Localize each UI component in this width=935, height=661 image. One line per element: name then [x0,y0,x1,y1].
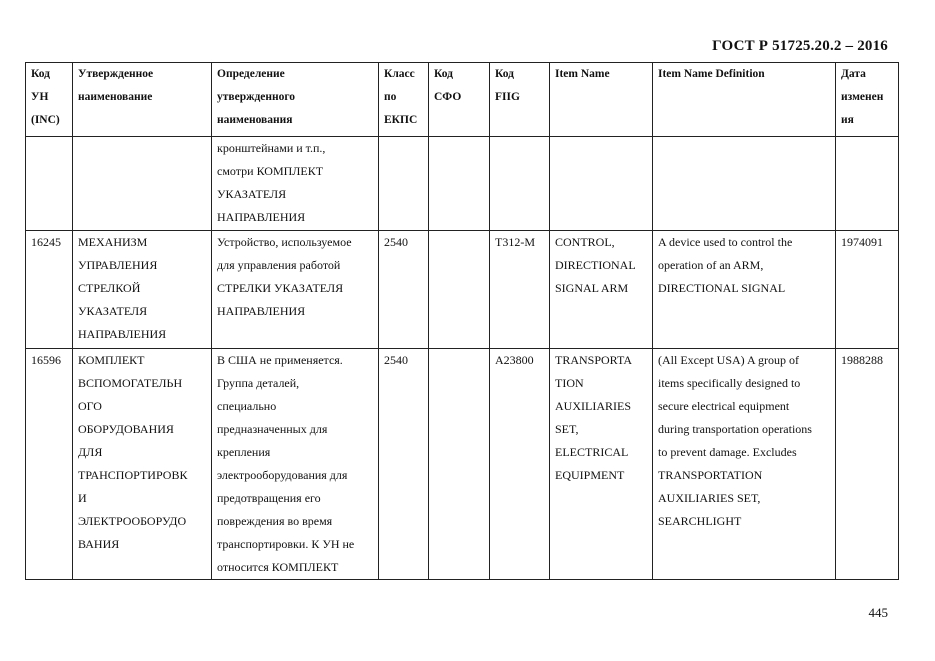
cell-change-date: 1988288 [836,349,899,580]
page-number: 445 [868,605,888,620]
cell-ekps-class: 2540 [379,231,429,349]
column-header-definition: Определение утвержденного наименования [212,63,379,137]
column-header-inc-code: Код УН (INC) [26,63,73,137]
column-header-fiig-code: Код FIIG [490,63,550,137]
cell-fiig-code [490,137,550,231]
cell-approved-name [73,137,212,231]
table-row [26,137,899,231]
column-header-ekps-class: Класс по ЕКПС [379,63,429,137]
column-header-change-date: Дата изменен ия [836,63,899,137]
cell-sfo-code [429,349,490,580]
column-header-sfo-code: Код СФО [429,63,490,137]
cell-item-name [550,137,653,231]
cell-definition: кронштейнами и т.п., смотри КОМПЛЕКТ УКАЗАТЕЛЯ НАПРАВЛЕНИЯ [212,137,379,231]
cell-inc-code: 16245 [26,231,73,349]
cell-item-name: CONTROL, DIRECTIONAL SIGNAL ARM [550,231,653,349]
cell-item-name-definition: A device used to control the operation of an ARM, DIRECTIONAL SIGNAL [653,231,836,349]
cell-inc-code [26,137,73,231]
cell-change-date [836,137,899,231]
table-row [26,231,899,349]
column-header-item-name: Item Name [550,63,653,137]
column-header-item-name-definition: Item Name Definition [653,63,836,137]
column-header-approved-name: Утвержденное наименование [73,63,212,137]
cell-ekps-class [379,137,429,231]
cell-change-date: 1974091 [836,231,899,349]
cell-item-name-definition: (All Except USA) A group of items specifically designed to secure electrical equipment during transportation operations to prevent damage. Excludes TRANSPORTATION AUXILIARIES SET, SEARCHLIGHT [653,349,836,580]
table-header-row [26,63,899,137]
cell-fiig-code: A23800 [490,349,550,580]
cell-sfo-code [429,231,490,349]
cell-item-name: TRANSPORTA TION AUXILIARIES SET, ELECTRICAL EQUIPMENT [550,349,653,580]
cell-sfo-code [429,137,490,231]
cell-approved-name: МЕХАНИЗМ УПРАВЛЕНИЯ СТРЕЛКОЙ УКАЗАТЕЛЯ НАПРАВЛЕНИЯ [73,231,212,349]
cell-inc-code: 16596 [26,349,73,580]
classification-table [25,62,899,580]
cell-item-name-definition [653,137,836,231]
cell-ekps-class: 2540 [379,349,429,580]
document-standard-header: ГОСТ Р 51725.20.2 – 2016 [712,38,888,54]
cell-approved-name: КОМПЛЕКТ ВСПОМОГАТЕЛЬН ОГО ОБОРУДОВАНИЯ ДЛЯ ТРАНСПОРТИРОВК И ЭЛЕКТРООБОРУДО ВАНИЯ [73,349,212,580]
table-row [26,349,899,580]
cell-definition: Устройство, используемое для управления работой СТРЕЛКИ УКАЗАТЕЛЯ НАПРАВЛЕНИЯ [212,231,379,349]
cell-fiig-code: T312-M [490,231,550,349]
cell-definition: В США не применяется. Группа деталей, специально предназначенных для крепления электрооборудования для предотвращения его повреждения во время транспортировки. К УН не относится КОМПЛЕКТ [212,349,379,580]
